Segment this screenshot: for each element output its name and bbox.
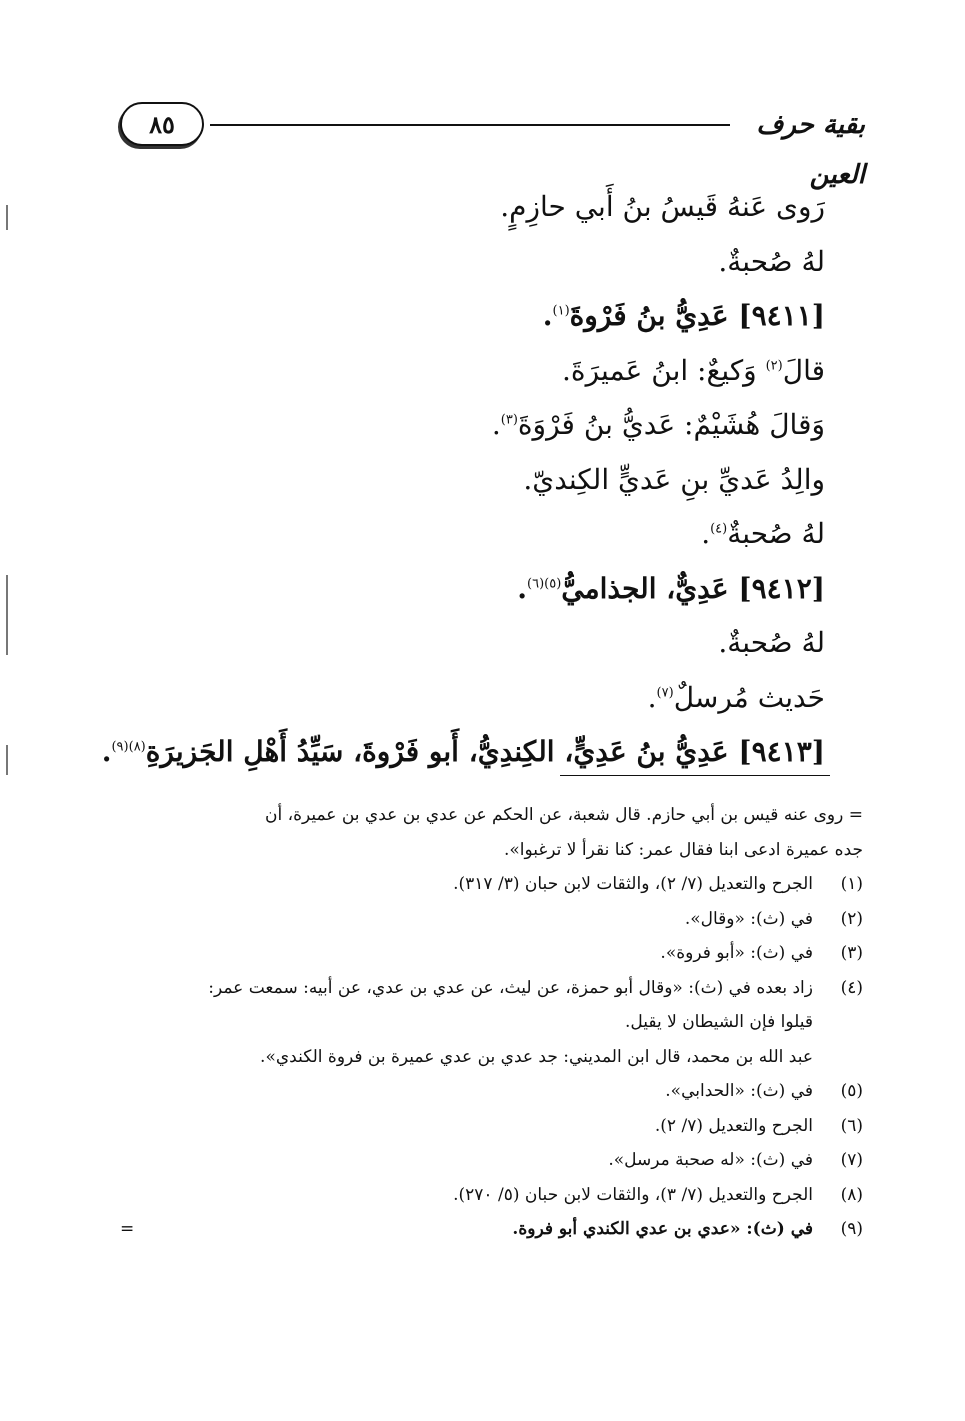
line-text: [٩٤١١] عَدِيُّ بنُ فَرْوةَ [569,299,825,332]
header-rule [210,124,730,126]
footnote-text: زاد بعده في (ث): «وقال أبو حمزة، عن ليث، عن عدي بن عدي، عن أبيه: سمعت عمر: [208,977,813,998]
line-tail: . [542,299,553,332]
text-line [150,453,825,508]
line-tail: . [491,408,501,441]
footnote-line [118,1005,863,1040]
footnote-text: الجرح والتعديل (٧/ ٢). [654,1115,813,1136]
footnote-text: في (ث): «وقال». [684,908,813,929]
footnote-number: (٨) [840,1184,863,1205]
footnote-separator [560,775,830,776]
footnote-marker: (٢) [765,358,783,374]
line-tail: . [517,571,527,605]
footnote-marker: (٤) [710,521,728,537]
footnote-marker: (٧) [656,685,674,701]
footnote-number: (٤) [840,977,863,998]
footnote-marker: (٣) [500,412,518,428]
line-text: لهُ صُحبةٌ. [718,244,825,278]
text-line [150,398,825,453]
page-header [120,100,865,190]
footnote-text: في (ث): «الحدابي». [665,1081,813,1101]
footnote-marker: (١) [552,303,570,319]
footnote-line [118,1212,863,1247]
continuation-mark: = [120,1219,135,1239]
line-text: قالَ [782,353,825,387]
footnote-line [118,1040,863,1075]
line-text: لهُ صُحبةٌ. [718,626,825,659]
text-line [150,235,825,290]
footnote-line [118,867,863,902]
footnote-line [118,1143,863,1178]
scan-edge-mark [6,205,8,230]
text-line [150,180,825,235]
text-line [150,671,825,726]
footnote-text: في (ث): «عدي بن عدي الكندي أبو فروة. [512,1219,813,1239]
line-text: والِدُ عَديِّ بنِ عَديٍّ الكِنديّ. [523,462,825,496]
footnote-marker: (٥)(٦) [527,576,562,592]
entry-heading [101,725,825,780]
footnote-text: الجرح والتعديل (٧/ ٣)، والثقات لابن حبان (٥/ ٢٧٠). [453,1184,813,1205]
line-text: حَديث مُرسلٌ [673,680,825,714]
running-title: بقية حرف العين [756,110,865,190]
line-text: [٩٤١٢] عَدِيٌّ، الجذاميُّ [561,571,825,605]
footnote-text: في (ث): «أبو فروة». [660,943,813,963]
footnote-line [118,798,863,833]
line-text: وَقالَ هُشَيْمٌ: عَديُّ بنُ فَرْوَةَ [517,408,825,441]
text-line [150,507,825,562]
footnote-line [118,833,863,868]
footnote-text: = روى عنه قيس بن أبي حازم. قال شعبة، عن الحكم عن عدي بن عدي بن عميرة، أن [264,805,863,825]
footnote-number: (٥) [840,1081,863,1101]
footnote-number: (٣) [840,943,863,963]
line-tail: وَكيعٌ: ابنُ عَميرَةَ. [562,353,766,387]
footnote-number: (٩) [840,1219,863,1239]
footnote-number: (٢) [840,908,863,929]
footnotes [118,798,863,1247]
footnote-number: (٦) [840,1115,863,1136]
scan-edge-mark [6,745,8,775]
line-tail: . [647,680,657,714]
text-line [150,616,825,671]
line-text: رَوى عَنهُ قَيسُ بنُ أَبي حازِمٍ. [500,190,825,223]
footnote-text: في (ث): «له صحبة مرسل». [608,1150,813,1170]
footnote-number: (٧) [840,1150,863,1170]
footnote-text: قيلوا فإن الشيطان لا يقيل. [624,1012,813,1032]
entry-heading [150,562,825,617]
page-number: ٨٥ [120,102,204,146]
line-text: [٩٤١٣] عَدِيُّ بنُ عَدِيٍّ، الكِندِيُّ، أَبو فَرْوةَ، سَيِّدُ أَهْلِ الجَزيرَةِ [145,735,825,768]
footnote-line [118,1074,863,1109]
text-line [150,344,825,399]
footnote-line [118,902,863,937]
line-tail: . [701,517,711,550]
footnote-marker: (٨)(٩) [111,739,146,755]
footnote-line [118,1178,863,1213]
footnote-line [118,971,863,1006]
footnote-text: الجرح والتعديل (٧/ ٢)، والثقات لابن حبان (٣/ ٣١٧). [453,874,813,894]
footnote-line [118,936,863,971]
footnote-line [118,1109,863,1144]
footnote-number: (١) [840,874,863,894]
scan-edge-mark [6,575,8,655]
line-tail: . [101,735,112,768]
entry-heading [150,289,825,344]
footnote-text: عبد الله بن محمد، قال ابن المديني: جد عدي بن عدي عميرة بن فروة الكندي». [260,1046,813,1067]
line-text: لهُ صُحبةٌ [727,517,825,550]
main-text [101,180,825,780]
footnote-text: جده عميرة ادعى ابنا فقال عمر: كنا نقرأ لا ترغبوا». [503,839,863,860]
